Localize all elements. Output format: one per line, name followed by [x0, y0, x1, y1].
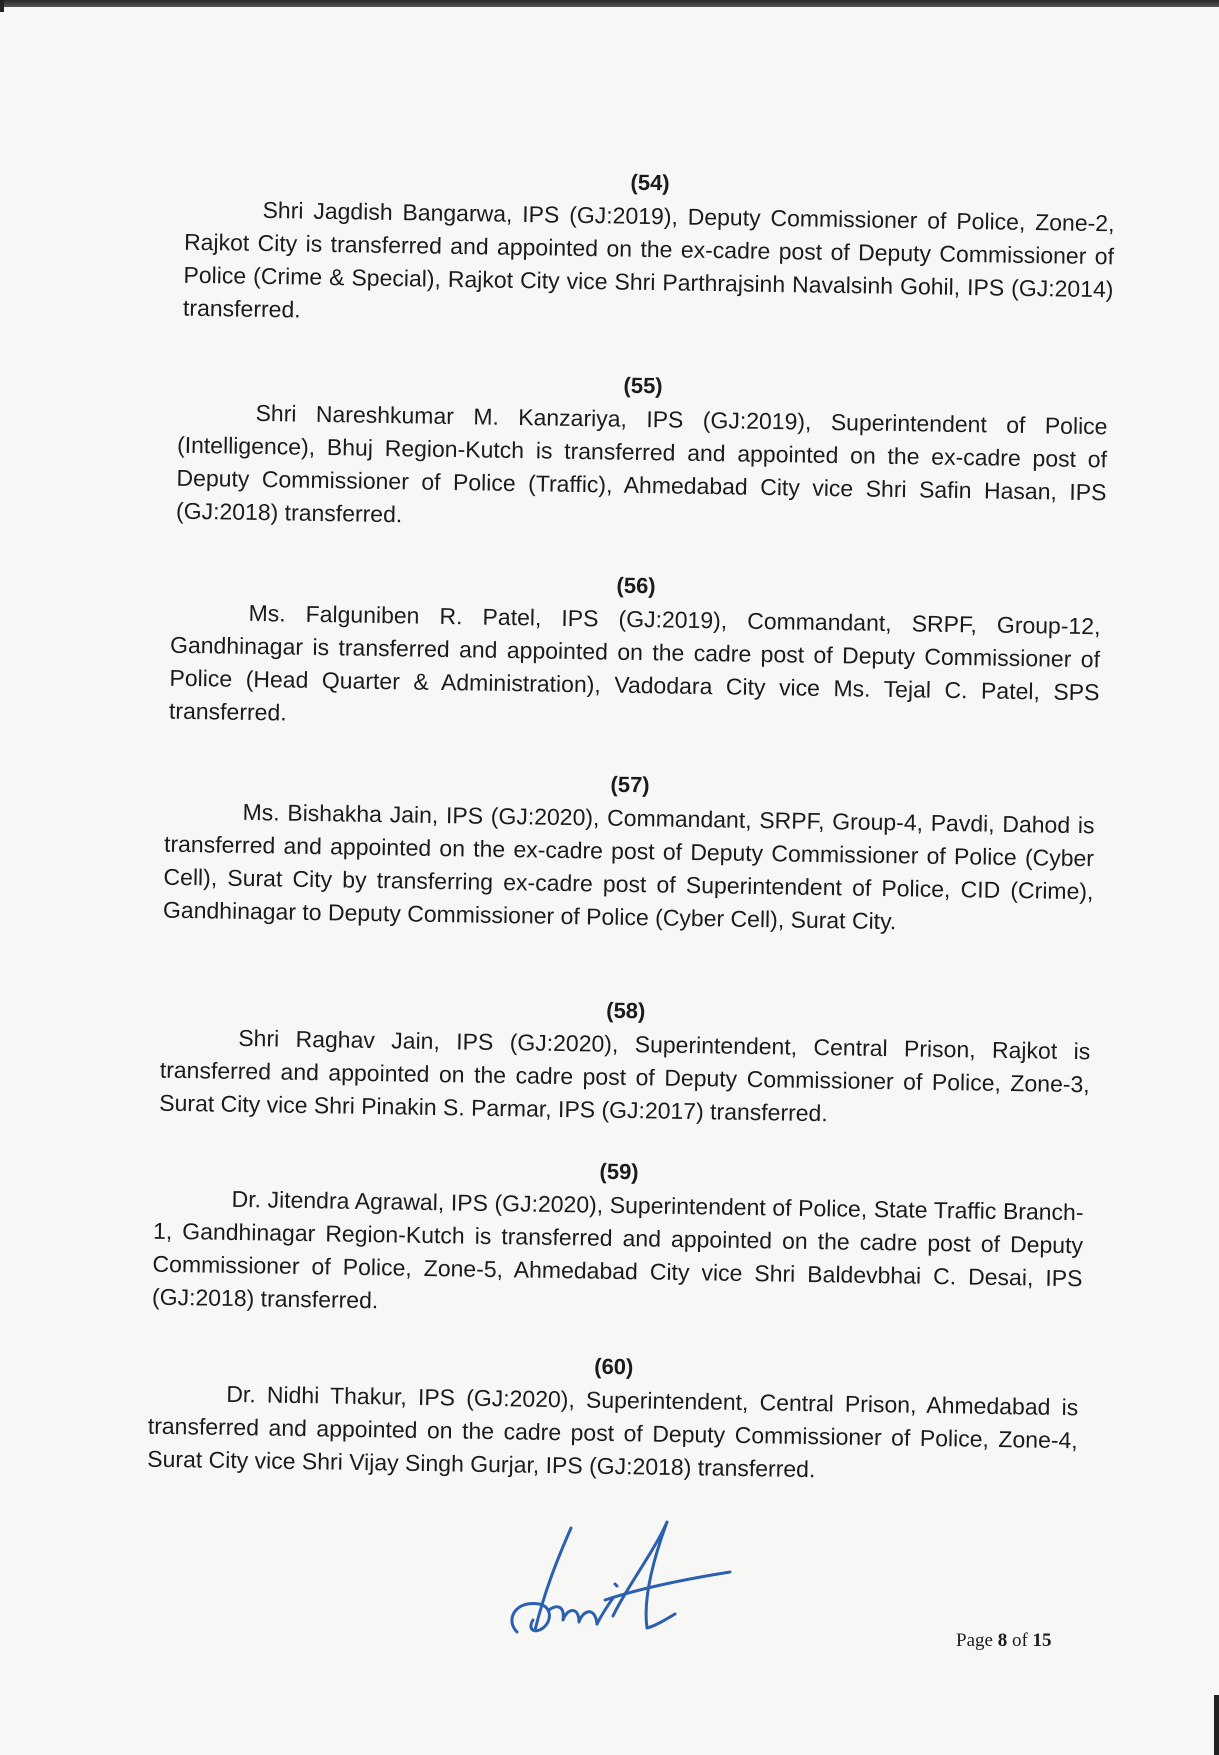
- entry-number: (56): [616, 572, 656, 599]
- order-entry-54: [183, 161, 1115, 340]
- entry-number: (55): [623, 372, 663, 399]
- entry-text: Dr. Nidhi Thakur, IPS (GJ:2020), Superintendent, Central Prison, Ahmedabad is transferred and appointed on the cadre post of Deputy Commissioner of Police, Zone-4, Surat City vice Shri Vijay Singh Gurjar, IPS (GJ:2018) transferred.: [147, 1380, 1079, 1483]
- page-number: [956, 1630, 1052, 1652]
- order-entry-57: [163, 763, 1095, 942]
- entry-number: (58): [606, 997, 646, 1024]
- entry-text: Ms. Falguniben R. Patel, IPS (GJ:2019), Commandant, SRPF, Group-12, Gandhinagar is transferred and appointed on the cadre post of Deputy Commissioner of Police (Head Quarter & Administration), Vadodara City vice Ms. Tejal C. Patel, SPS transferred.: [168, 599, 1101, 726]
- signature-strokes: [512, 1522, 730, 1632]
- entry-text: Dr. Jitendra Agrawal, IPS (GJ:2020), Superintendent of Police, State Traffic Branch-1, Gandhinagar Region-Kutch is transferred and appointed on the cadre post of Deputy Commissioner of Police, Zone-5, Ahmedabad City vice Shri Baldevbhai C. Desai, IPS (GJ:2018) transferred.: [151, 1185, 1084, 1314]
- order-entry-55: [176, 364, 1108, 543]
- page-prefix: Page: [956, 1630, 993, 1651]
- order-entry-56: [169, 564, 1101, 743]
- entry-text: Shri Jagdish Bangarwa, IPS (GJ:2019), Deputy Commissioner of Police, Zone-2, Rajkot City is transferred and appointed on the ex-cadre post of Deputy Commissioner of Police (Crime & Special), Rajkot City vice Shri Parthrajsinh Navalsinh Gohil, IPS (GJ:2014) transferred.: [182, 196, 1115, 323]
- page-total: 15: [1032, 1630, 1052, 1651]
- entry-number: (59): [599, 1158, 639, 1185]
- entry-number: (60): [594, 1353, 634, 1380]
- page-sep: of: [1011, 1630, 1028, 1651]
- page-current: 8: [997, 1630, 1008, 1651]
- entry-number: (57): [610, 771, 650, 798]
- entry-text: Shri Raghav Jain, IPS (GJ:2020), Superintendent, Central Prison, Rajkot is transferred and appointed on the cadre post of Deputy Commissioner of Police, Zone-3, Surat City vice Shri Pinakin S. Parmar, IPS (GJ:2017) transferred.: [159, 1024, 1091, 1127]
- entry-text: Shri Nareshkumar M. Kanzariya, IPS (GJ:2019), Superintendent of Police (Intelligence), Bhuj Region-Kutch is transferred and appointed on the ex-cadre post of Deputy Commissioner of Police (Traffic), Ahmedabad City vice Shri Safin Hasan, IPS (GJ:2018) transferred.: [175, 399, 1108, 528]
- entry-text: Ms. Bishakha Jain, IPS (GJ:2020), Commandant, SRPF, Group-4, Pavdi, Dahod is transferred and appointed on the ex-cadre post of Deputy Commissioner of Police (Cyber Cell), Surat City by transferring ex-cadre post of Superintendent of Police, CID (Crime), Gandhinagar to Deputy Commissioner of Police (Cyber Cell), Surat City.: [162, 798, 1095, 935]
- order-entry-58: [159, 989, 1091, 1135]
- entry-number: (54): [630, 169, 670, 196]
- handwritten-signature: [505, 1520, 735, 1650]
- order-entry-59: [152, 1150, 1084, 1329]
- order-entry-60: [147, 1345, 1079, 1491]
